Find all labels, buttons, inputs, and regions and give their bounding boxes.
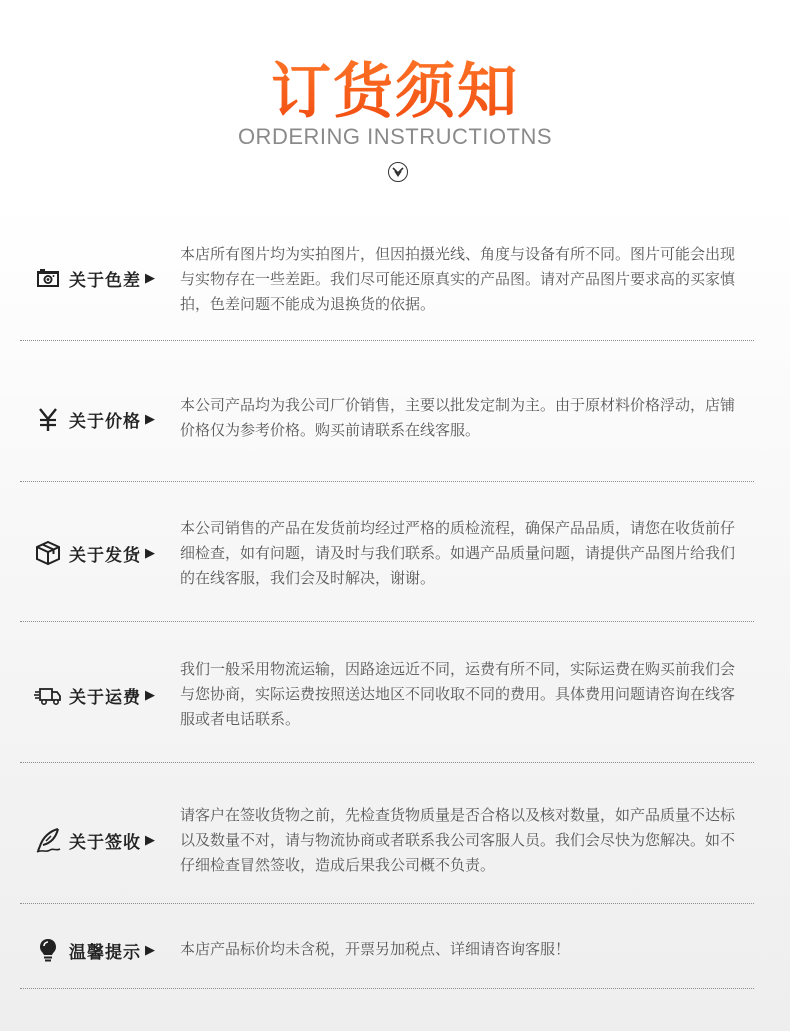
section-label — [34, 826, 155, 854]
section-label — [34, 681, 155, 709]
page-subtitle: ORDERING INSTRUCTIOTNS — [237, 124, 553, 149]
quill-pen-icon — [34, 826, 62, 854]
dotted-divider — [20, 903, 754, 904]
play-arrow-icon: ▶ — [145, 687, 155, 703]
dotted-divider — [20, 621, 754, 622]
section-title: 关于运费 — [69, 687, 141, 708]
dotted-divider — [20, 762, 754, 763]
play-arrow-icon: ▶ — [145, 411, 155, 427]
section-body: 我们一般采用物流运输，因路途远近不同，运费有所不同，实际运费在购买前我们会与您协商，实际运费按照送达地区不同收取不同的费用。具体费用问题请咨询在线客服或者电话联系。 — [180, 660, 736, 728]
play-arrow-icon: ▶ — [145, 270, 155, 286]
section-label — [34, 405, 155, 433]
section-label — [34, 264, 155, 292]
section-title: 关于色差 — [69, 270, 141, 291]
dotted-divider — [20, 481, 754, 482]
section-body: 请客户在签收货物之前，先检查货物质量是否合格以及核对数量，如产品质量不达标以及数量不对，请与物流协商或者联系我公司客服人员。我们会尽快为您解决。如不仔细检查冒然签收，造成后果我公司概不负责。 — [180, 806, 736, 874]
camera-icon — [34, 264, 62, 292]
section-title: 温馨提示 — [69, 942, 141, 963]
section-body: 本店产品标价均未含税，开票另加税点、详细请咨询客服！ — [180, 940, 571, 958]
play-arrow-icon: ▶ — [145, 942, 155, 958]
section-body: 本公司产品均为我公司厂价销售，主要以批发定制为主。由于原材料价格浮动，店铺价格仅为参考价格。购买前请联系在线客服。 — [180, 396, 736, 439]
section-title: 关于价格 — [69, 411, 141, 432]
play-arrow-icon: ▶ — [145, 545, 155, 561]
header — [0, 0, 790, 200]
package-icon — [34, 539, 62, 567]
section-title: 关于发货 — [69, 545, 141, 566]
section-title: 关于签收 — [69, 832, 141, 853]
section-label — [34, 539, 155, 567]
lightbulb-icon — [34, 936, 62, 964]
delivery-truck-icon — [34, 681, 62, 709]
dotted-divider — [20, 988, 754, 989]
page-title: 订货须知 — [0, 44, 790, 130]
section-label — [34, 936, 155, 964]
chevron-down-icon — [388, 162, 408, 182]
yen-icon — [34, 405, 62, 433]
dotted-divider — [20, 340, 754, 341]
section-body: 本店所有图片均为实拍图片，但因拍摄光线、角度与设备有所不同。图片可能会出现与实物存在一些差距。我们尽可能还原真实的产品图。请对产品图片要求高的买家慎拍，色差问题不能成为退换货的依据。 — [180, 245, 736, 313]
section-body: 本公司销售的产品在发货前均经过严格的质检流程，确保产品品质，请您在收货前仔细检查，如有问题，请及时与我们联系。如遇产品质量问题，请提供产品图片给我们的在线客服，我们会及时解决，谢谢。 — [180, 519, 736, 587]
play-arrow-icon: ▶ — [145, 832, 155, 848]
